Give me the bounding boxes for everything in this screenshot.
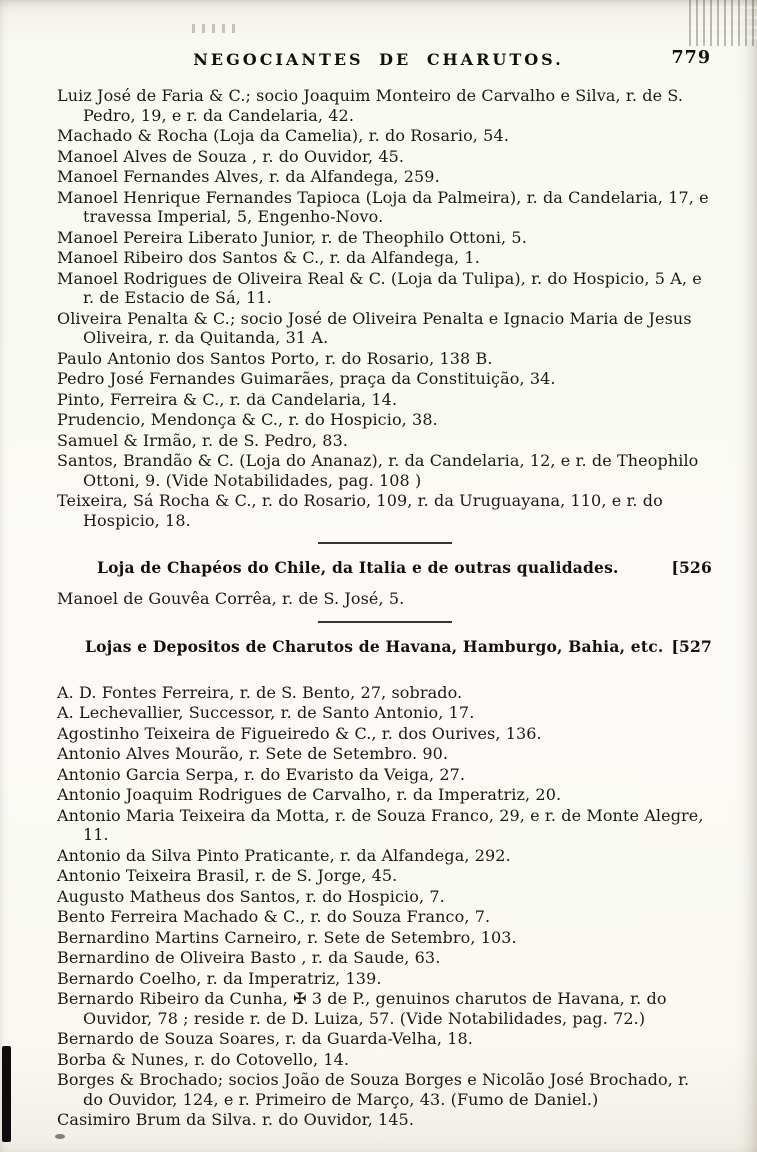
entry-list-hat-shops <box>57 589 712 609</box>
directory-entry: Teixeira, Sá Rocha & C., r. do Rosario, 109, r. da Uruguayana, 110, e r. do Hospicio, 18. <box>57 491 663 530</box>
page-content <box>0 76 757 1130</box>
directory-entry: A. D. Fontes Ferreira, r. de S. Bento, 27, sobrado. <box>57 682 463 702</box>
entry-list-havana-depots <box>57 683 712 1130</box>
section-ref-number: [527 <box>671 636 712 656</box>
directory-entry: Santos, Brandão & C. (Loja do Ananaz), r. da Candelaria, 12, e r. de Theophilo Ottoni, 9. (Vide Notabilidades, pag. 108 ) <box>57 451 699 490</box>
directory-entry: Antonio Maria Teixeira da Motta, r. de Souza Franco, 29, e r. de Monte Alegre, 11. <box>57 805 704 844</box>
section-divider <box>318 621 452 623</box>
directory-entry: Luiz José de Faria & C.; socio Joaquim Monteiro de Carvalho e Silva, r. de S. Pedro, 19, e r. da Candelaria, 42. <box>57 86 684 125</box>
directory-entry: Agostinho Teixeira de Figueiredo & C., r. dos Ourives, 136. <box>57 723 542 743</box>
directory-entry: Bento Ferreira Machado & C., r. do Souza Franco, 7. <box>57 907 491 926</box>
directory-entry: Manoel Fernandes Alves, r. da Alfandega, 259. <box>57 167 440 186</box>
page-title: NEGOCIANTES DE CHARUTOS. <box>193 50 564 69</box>
scan-artifact-bottom-speck <box>55 1134 65 1139</box>
section-heading <box>57 558 712 577</box>
directory-entry: Samuel & Irmão, r. de S. Pedro, 83. <box>57 430 349 450</box>
directory-entry: Antonio da Silva Pinto Praticante, r. da Alfandega, 292. <box>57 845 511 865</box>
directory-entry: Casimiro Brum da Silva. r. do Ouvidor, 145. <box>57 1110 415 1129</box>
directory-entry: Antonio Teixeira Brasil, r. de S. Jorge, 45. <box>57 866 398 885</box>
section-ref-number: [526 <box>671 558 712 577</box>
directory-entry: Pedro José Fernandes Guimarães, praça da Constituição, 34. <box>57 369 556 388</box>
section-divider <box>318 542 452 544</box>
directory-entry: Bernardino Martins Carneiro, r. Sete de Setembro, 103. <box>57 927 517 947</box>
section-havana-cigar-depots <box>57 637 712 1130</box>
section-cigar-merchants <box>57 86 712 530</box>
directory-entry: Bernardo Ribeiro da Cunha, ✠ 3 de P., genuinos charutos de Havana, r. do Ouvidor, 78 ; reside r. de D. Luiza, 57. (Vide Notabilidades, pag. 72.) <box>57 989 667 1028</box>
directory-entry: Manoel Henrique Fernandes Tapioca (Loja da Palmeira), r. da Candelaria, 17, e travessa Imperial, 5, Engenho-Novo. <box>57 187 709 226</box>
directory-entry: Antonio Garcia Serpa, r. do Evaristo da Veiga, 27. <box>57 764 466 784</box>
section-heading <box>57 637 712 656</box>
section-heading-text: Lojas e Depositos de Charutos de Havana, Hamburgo, Bahia, etc. <box>85 636 664 656</box>
directory-entry: Manoel Rodrigues de Oliveira Real & C. (Loja da Tulipa), r. do Hospicio, 5 A, e r. de Estacio de Sá, 11. <box>57 268 702 307</box>
directory-entry: Antonio Joaquim Rodrigues de Carvalho, r. da Imperatriz, 20. <box>57 785 562 804</box>
directory-entry: Oliveira Penalta & C.; socio José de Oliveira Penalta e Ignacio Maria de Jesus Oliveira, r. da Quitanda, 31 A. <box>57 308 692 347</box>
page-number: 779 <box>671 48 711 68</box>
page-header <box>0 0 757 76</box>
directory-entry: Manoel de Gouvêa Corrêa, r. de S. José, 5. <box>57 589 405 608</box>
directory-entry: Paulo Antonio dos Santos Porto, r. do Rosario, 138 B. <box>57 348 493 368</box>
directory-entry: Manoel Pereira Liberato Junior, r. de Theophilo Ottoni, 5. <box>57 227 527 247</box>
section-heading-text: Loja de Chapéos do Chile, da Italia e de outras qualidades. <box>97 558 619 577</box>
directory-entry: Borba & Nunes, r. do Cotovello, 14. <box>57 1049 350 1069</box>
directory-entry: A. Lechevallier, Successor, r. de Santo Antonio, 17. <box>57 703 475 722</box>
directory-entry: Prudencio, Mendonça & C., r. do Hospicio, 38. <box>57 410 438 429</box>
directory-entry: Borges & Brochado; socios João de Souza Borges e Nicolão José Brochado, r. do Ouvidor, 124, e r. Primeiro de Março, 43. (Fumo de Daniel.) <box>57 1070 690 1109</box>
entry-list-cigar-merchants <box>57 86 712 530</box>
directory-entry: Manoel Alves de Souza , r. do Ouvidor, 45. <box>57 146 405 166</box>
directory-entry: Bernardo Coelho, r. da Imperatriz, 139. <box>57 968 382 988</box>
directory-entry: Augusto Matheus dos Santos, r. do Hospicio, 7. <box>57 886 445 906</box>
section-hat-shops <box>57 558 712 609</box>
directory-entry: Machado & Rocha (Loja da Camelia), r. do Rosario, 54. <box>57 126 509 145</box>
directory-entry: Bernardo de Souza Soares, r. da Guarda-Velha, 18. <box>57 1029 473 1048</box>
directory-entry: Manoel Ribeiro dos Santos & C., r. da Alfandega, 1. <box>57 248 480 267</box>
directory-entry: Antonio Alves Mourão, r. Sete de Setembro. 90. <box>57 744 449 763</box>
directory-entry: Bernardino de Oliveira Basto , r. da Saude, 63. <box>57 948 441 967</box>
directory-entry: Pinto, Ferreira & C., r. da Candelaria, 14. <box>57 389 398 409</box>
